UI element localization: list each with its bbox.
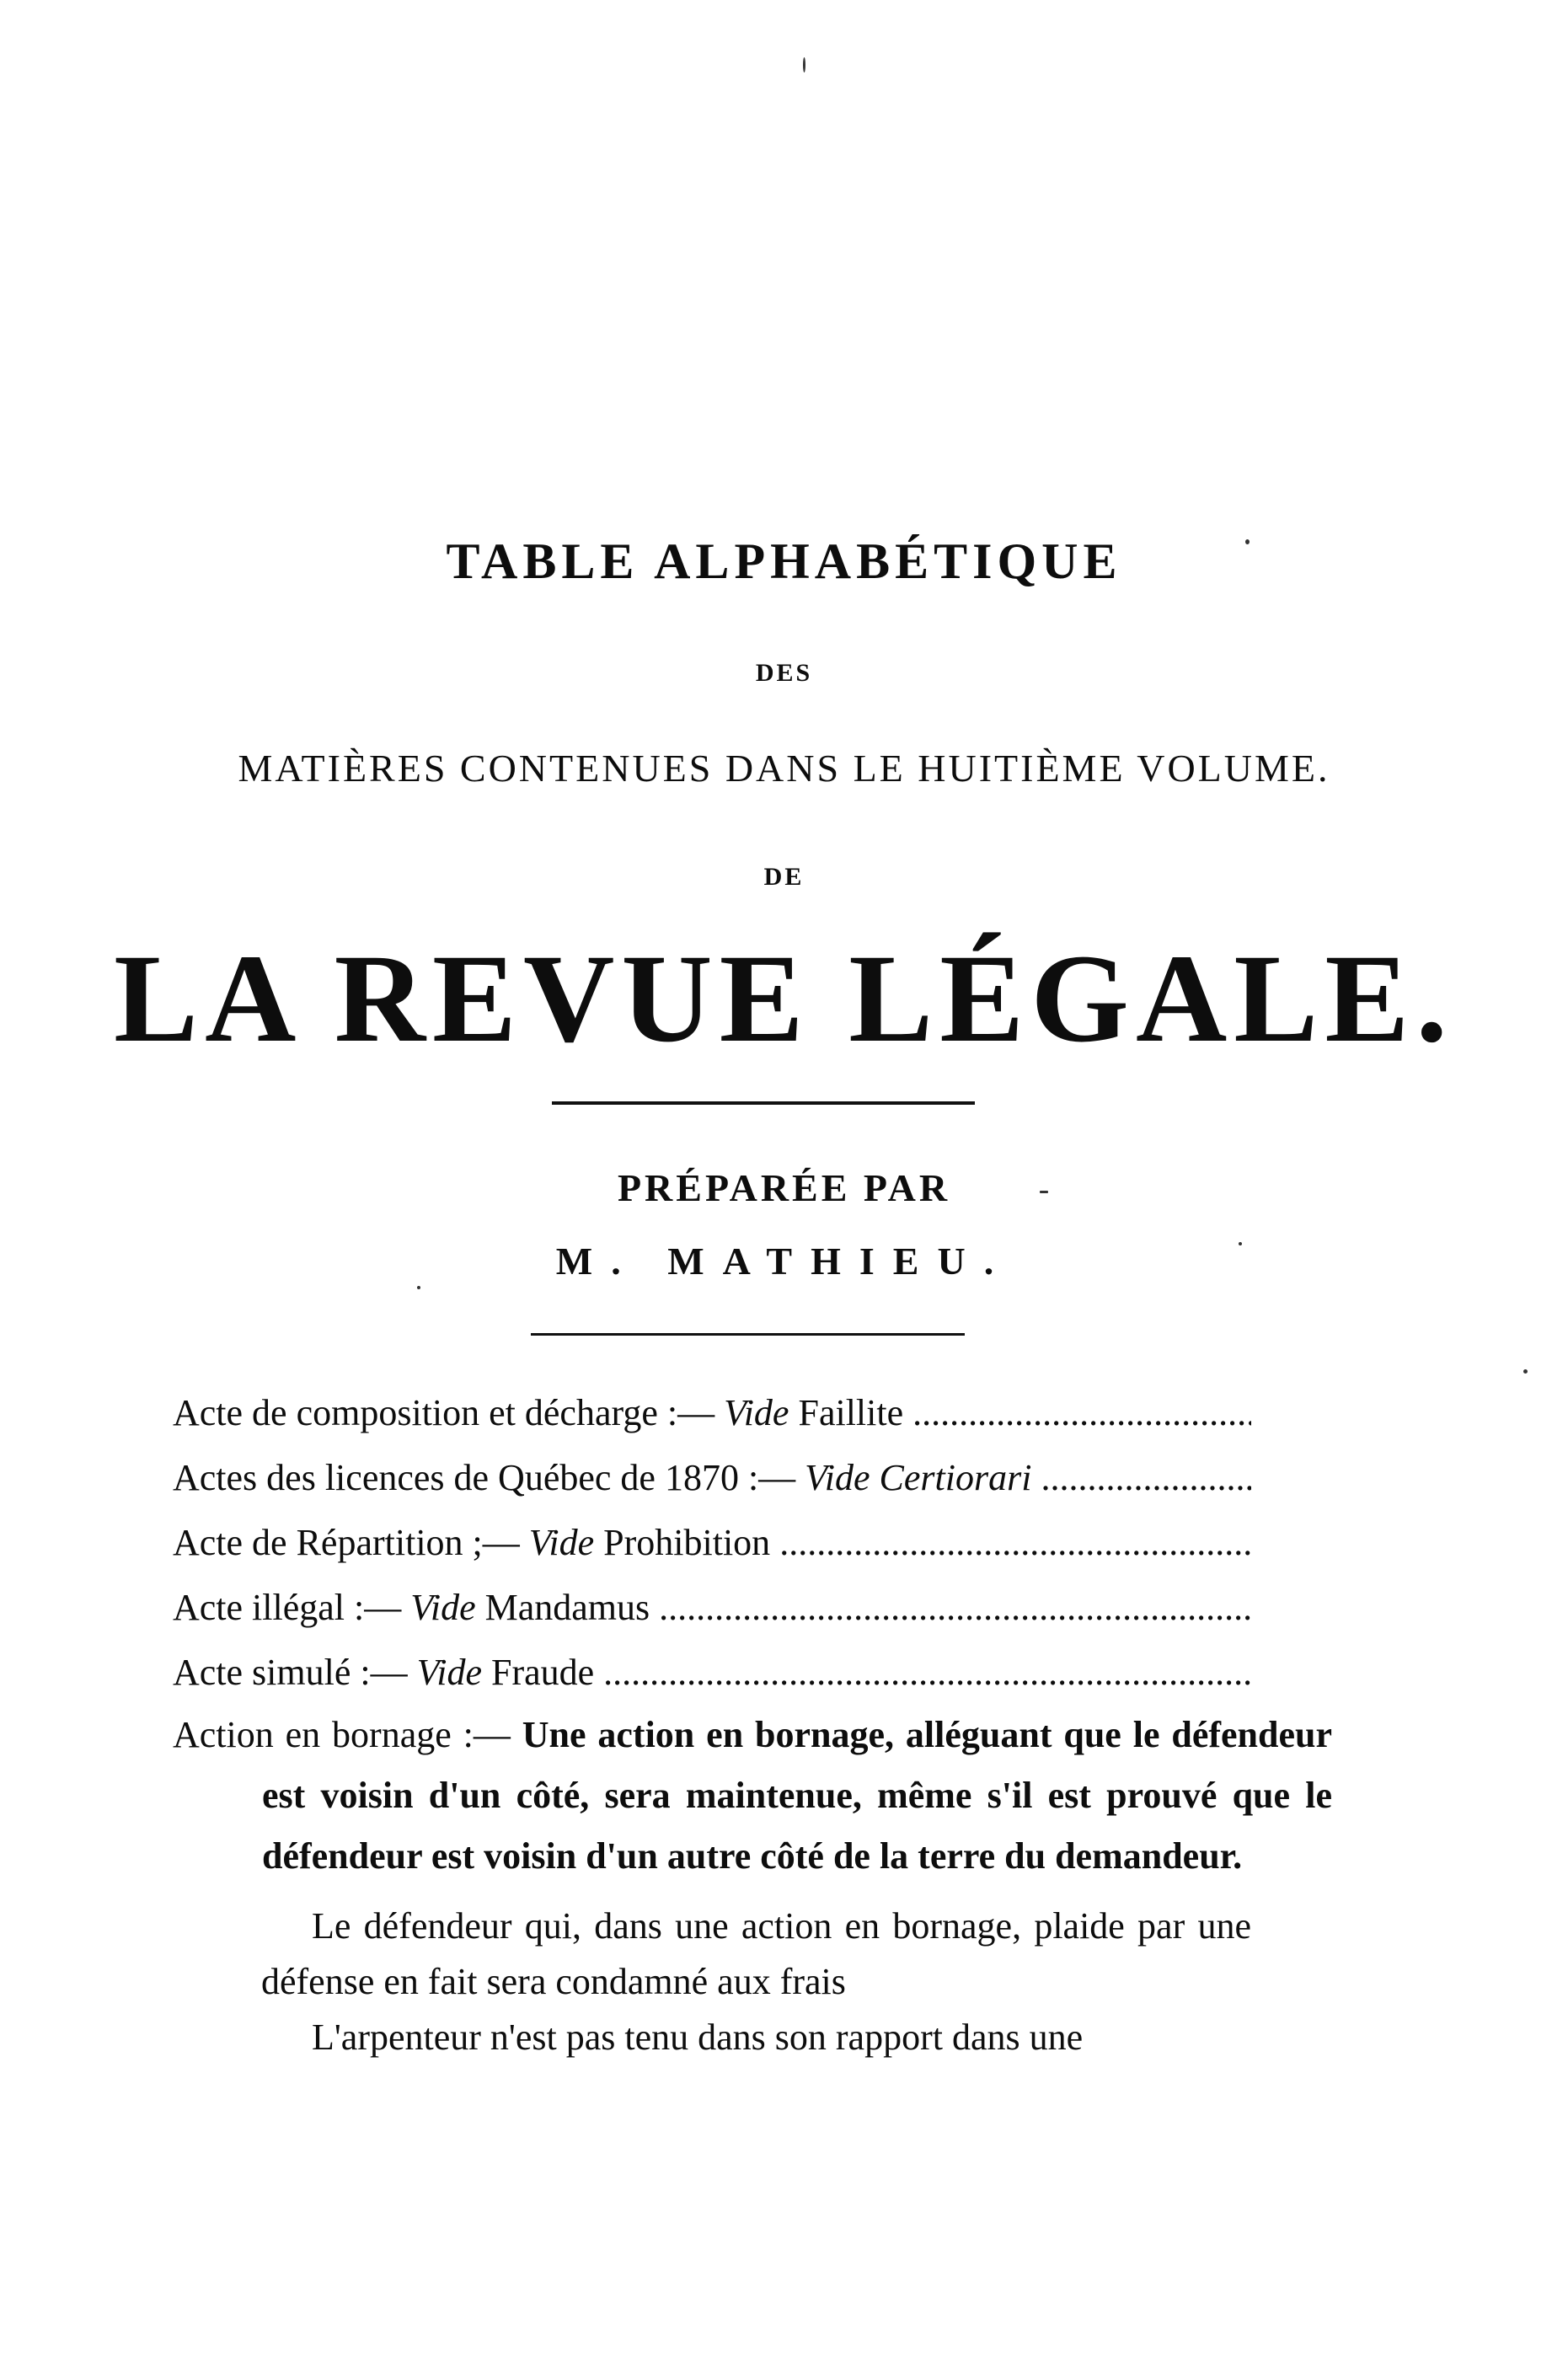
- index-entry: [173, 1445, 1251, 1510]
- entry-text: Une action en bornage, alléguant que le défendeur est voisin d'un côté, sera maintenue, même s'il est prouvé que le défendeur est voisin d'un autre côté de la terre du demandeur.: [262, 1714, 1333, 1877]
- entry-term: Acte illégal :—: [173, 1587, 402, 1628]
- table-title: TABLE ALPHABÉTIQUE: [446, 533, 1122, 589]
- entry-ref: Fraude: [490, 1652, 595, 1693]
- body-paragraphs: [261, 1899, 1251, 2065]
- entry-term: Acte de composition et décharge :—: [173, 1392, 715, 1433]
- entry-vide: Vide: [410, 1587, 476, 1628]
- index-entry: [173, 1510, 1251, 1575]
- scan-speck: [417, 1286, 420, 1289]
- entry-term: Actes des licences de Québec de 1870 :—: [173, 1457, 796, 1498]
- paragraph: L'arpenteur n'est pas tenu dans son rapport dans une: [312, 2017, 1084, 2058]
- divider-rule-bottom: [531, 1333, 965, 1336]
- divider-rule-top: [552, 1101, 975, 1105]
- prepared-by-label: PRÉPARÉE PAR: [617, 1166, 951, 1209]
- scan-speck: [803, 57, 805, 72]
- dot-leader: [650, 1587, 1251, 1628]
- dot-leader: [770, 1522, 1251, 1563]
- de-label: DE: [763, 863, 805, 891]
- entry-vide: Vide: [528, 1522, 595, 1563]
- entry-term: Acte simulé :—: [173, 1652, 408, 1693]
- entry-ref: Mandamus: [484, 1587, 650, 1628]
- dot-leader: [594, 1652, 1251, 1693]
- des-label: DES: [755, 659, 813, 687]
- entry-vide: Vide: [724, 1392, 789, 1433]
- scan-speck: [1239, 1242, 1242, 1245]
- journal-title: LA REVUE LÉGALE.: [114, 929, 1454, 1069]
- scan-speck: [1523, 1369, 1528, 1374]
- entry-vide: Vide: [805, 1457, 870, 1498]
- entry-ref: Prohibition: [603, 1522, 771, 1563]
- index-entry-action: [173, 1705, 1332, 1887]
- index-entry: [173, 1575, 1251, 1640]
- index-entry: [173, 1640, 1251, 1705]
- index-entry: [173, 1380, 1251, 1445]
- entry-vide: Vide: [416, 1652, 482, 1693]
- author-name: M. MATHIEU.: [555, 1240, 1013, 1283]
- entry-ref: Faillite: [798, 1392, 904, 1433]
- dot-leader: [1031, 1457, 1251, 1498]
- dot-leader: [903, 1392, 1251, 1433]
- subtitle: MATIÈRES CONTENUES DANS LE HUITIÈME VOLUME.: [238, 747, 1330, 790]
- entry-term: Acte de Répartition ;—: [173, 1522, 520, 1563]
- index-entries: [173, 1380, 1333, 1887]
- scan-speck: [1040, 1191, 1048, 1193]
- entry-ref: Certiorari: [879, 1457, 1032, 1498]
- entry-term: Action en bornage :—: [173, 1714, 511, 1755]
- scan-speck: [1245, 539, 1250, 544]
- paragraph: Le défendeur qui, dans une action en bornage, plaide par une défense en fait sera condamné aux frais: [261, 1905, 1251, 2002]
